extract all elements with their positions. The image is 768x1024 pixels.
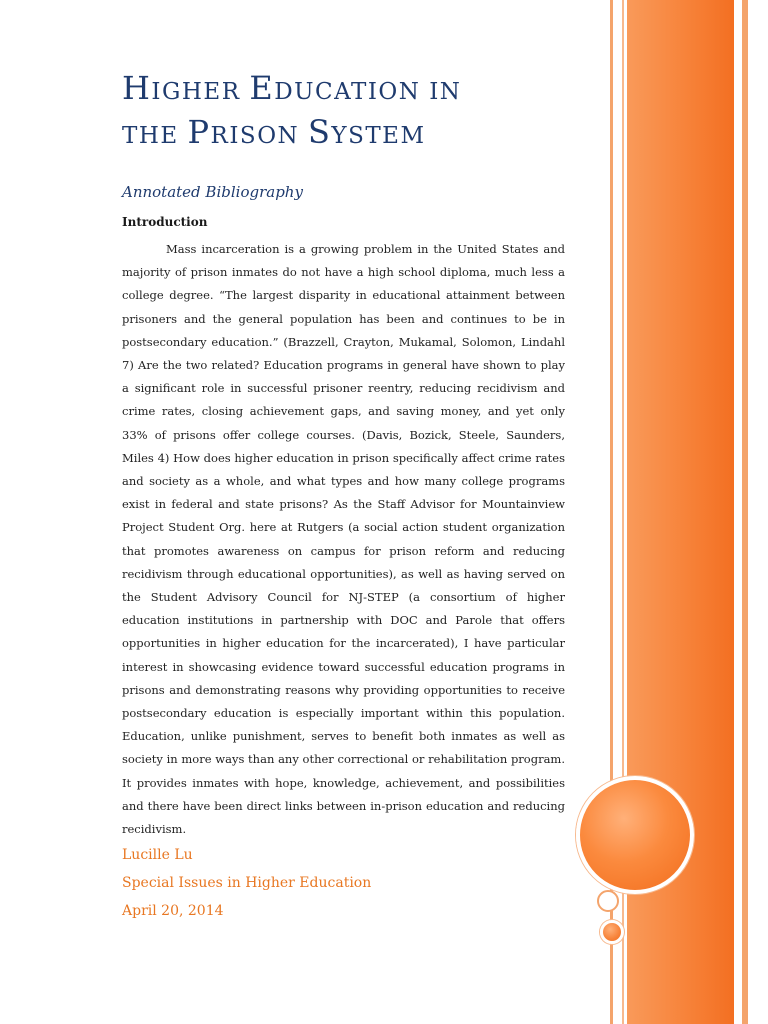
decorative-band-edge (742, 0, 748, 1024)
document-title (122, 68, 565, 156)
title-initial: E (249, 69, 275, 107)
title-initial: S (307, 113, 332, 151)
document-content (122, 68, 565, 925)
document-subtitle: Annotated Bibliography (122, 183, 303, 201)
title-text: IGHER (151, 79, 250, 105)
title-initial: P (187, 113, 211, 151)
decorative-small-circle (600, 920, 624, 944)
decorative-ring-circle (597, 890, 619, 912)
author-name: Lucille Lu (122, 847, 193, 864)
title-text: YSTEM (331, 123, 426, 149)
introduction-paragraph: Mass incarceration is a growing problem in the United States and majority of prison inmates do not have a high school diploma, much less a college degree. “The largest disparity in educational attainment between prisoners and the general population has been and continues to be in postsecondary education.” (Brazzell, Crayton, Mukamal, Solomon, Lindahl 7) Are the two related? Education programs in general have shown to play a significant role in successful prisoner reentry, reducing recidivism and crime rates, closing achievement gaps, and saving money, and yet only 33% of prisons offer college courses. (Davis, Bozick, Steele, Saunders, Miles 4) How does higher education in prison specifically affect crime rates and society as a whole, and what types and how many college programs exist in federal and state prisons? As the Staff Advisor for Mountainview Project Student Org. here at Rutgers (a social action student organization that promotes awareness on campus for prison reform and reducing recidivism through educational opportunities), as well as having served on the Student Advisory Council for NJ-STEP (a consortium of higher education institutions in partnership with DOC and Parole that offers opportunities in higher education for the incarcerated), I have particular interest in showcasing evidence toward successful education programs in prisons and demonstrating reasons why providing opportunities to receive postsecondary education is especially important within this population. Education, unlike punishment, serves to benefit both inmates as well as society in more ways than any other correctional or rehabilitation program. It provides inmates with hope, knowledge, achievement, and possibilities and there have been direct links between in-prison education and reducing recidivism. (122, 242, 565, 837)
title-text: RISON (210, 123, 308, 149)
title-text: DUCATION IN (274, 79, 462, 105)
decorative-large-circle (576, 776, 694, 894)
course-name: Special Issues in Higher Education (122, 875, 372, 892)
title-initial: H (122, 69, 152, 107)
title-text: THE (122, 123, 188, 149)
document-date: April 20, 2014 (122, 903, 224, 920)
section-heading: Introduction (122, 215, 208, 229)
